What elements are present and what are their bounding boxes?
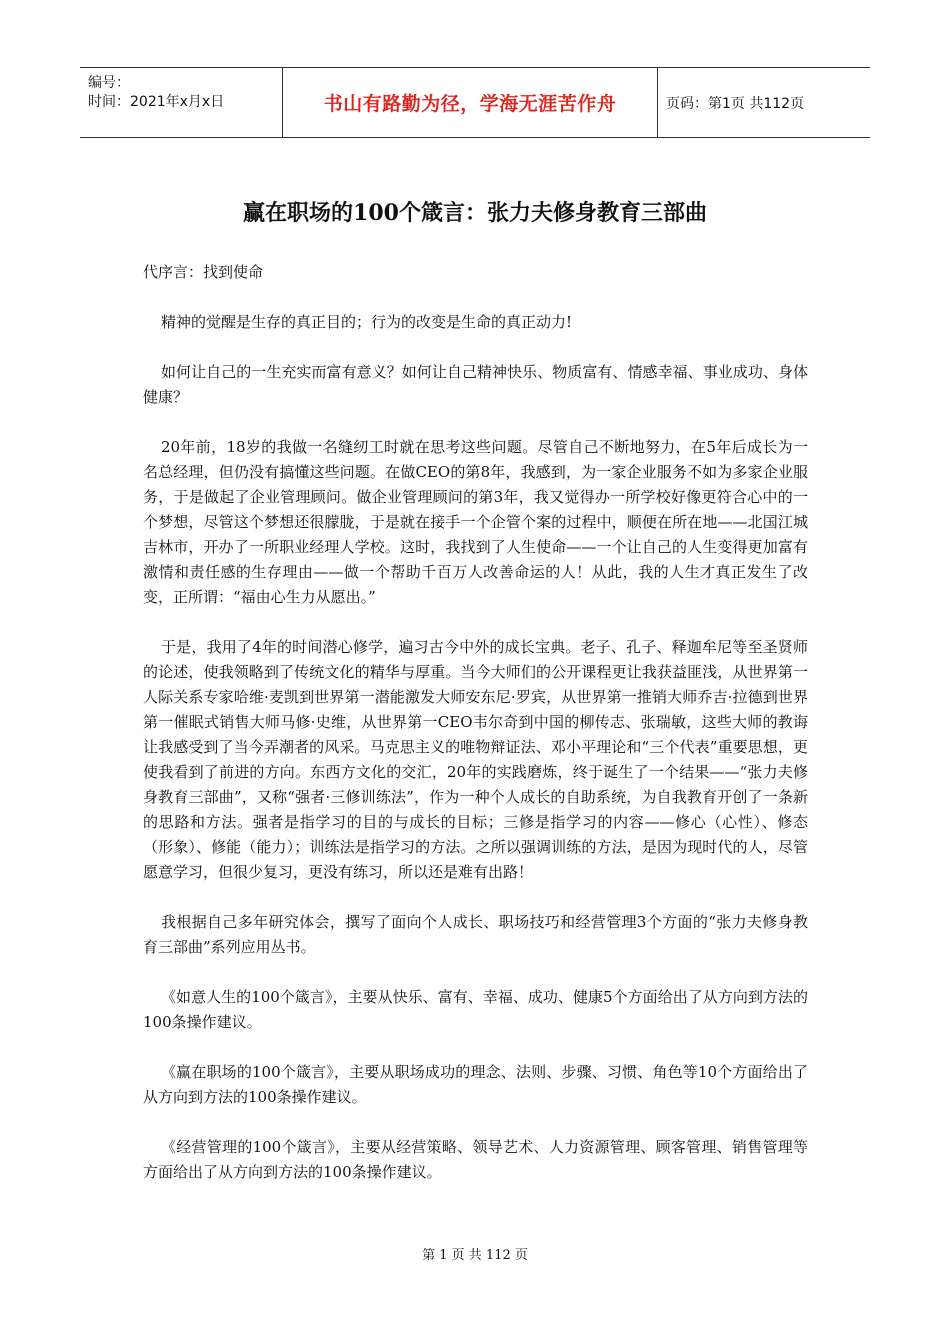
document-body — [143, 260, 808, 1210]
body-paragraph: 《赢在职场的100个箴言》，主要从职场成功的理念、法则、步骤、习惯、角色等10个方面给出了从方向到方法的100条操作建议。 — [143, 1063, 808, 1106]
document-date-label: 时间：2021年x月x日 — [88, 94, 225, 110]
header-motto: 书山有路勤为径，学海无涯苦作舟 — [323, 93, 617, 115]
body-paragraph: 我根据自己多年研究体会，撰写了面向个人成长、职场技巧和经营管理3个方面的“张力夫修身教育三部曲”系列应用丛书。 — [143, 913, 808, 956]
body-paragraph: 《如意人生的100个箴言》，主要从快乐、富有、幸福、成功、健康5个方面给出了从方向到方法的100条操作建议。 — [143, 988, 808, 1031]
header-page-cell — [658, 68, 870, 137]
preface-heading: 代序言：找到使命 — [143, 263, 264, 281]
document-title: 赢在职场的100个箴言：张力夫修身教育三部曲 — [243, 200, 707, 226]
body-paragraph: 《经营管理的100个箴言》，主要从经营策略、领导艺术、人力资源管理、顾客管理、销售管理等方面给出了从方向到方法的100条操作建议。 — [143, 1138, 808, 1181]
document-header — [80, 67, 870, 138]
document-number-label: 编号： — [88, 75, 130, 91]
body-paragraph: 于是，我用了4年的时间潜心修学，遍习古今中外的成长宝典。老子、孔子、释迦牟尼等至圣贤师的论述，使我领略到了传统文化的精华与厚重。当今大师们的公开课程更让我获益匪浅，从世界第一人际关系专家哈维·麦凯到世界第一潜能激发大师安东尼·罗宾，从世界第一推销大师乔吉·拉德到世界第一催眠式销售大师马修·史维，从世界第一CEO韦尔奇到中国的柳传志、张瑞敏，这些大师的教诲让我感受到了当今弄潮者的风采。马克思主义的唯物辩证法、邓小平理论和“三个代表”重要思想，更使我看到了前进的方向。东西方文化的交汇，20年的实践磨炼，终于诞生了一个结果——“张力夫修身教育三部曲”，又称“强者·三修训练法”，作为一种个人成长的自助系统，为自我教育开创了一条新的思路和方法。强者是指学习的目的与成长的目标；三修是指学习的内容——修心（心性）、修态（形象）、修能（能力）；训练法是指学习的方法。之所以强调训练的方法，是因为现时代的人，尽管愿意学习，但很少复习，更没有练习，所以还是难有出路！ — [143, 638, 808, 881]
page-footer: 第 1 页 共 112 页 — [422, 1248, 528, 1263]
header-motto-cell — [283, 68, 658, 137]
header-meta-cell — [80, 68, 283, 137]
header-page-info: 页码：第1页 共112页 — [666, 95, 805, 112]
body-paragraph: 如何让自己的一生充实而富有意义？如何让自己精神快乐、物质富有、情感幸福、事业成功、身体健康？ — [143, 363, 808, 406]
body-paragraph: 20年前，18岁的我做一名缝纫工时就在思考这些问题。尽管自己不断地努力，在5年后成长为一名总经理，但仍没有搞懂这些问题。在做CEO的第8年，我感到，为一家企业服务不如为多家企业服务，于是做起了企业管理顾问。做企业管理顾问的第3年，我又觉得办一所学校好像更符合心中的一个梦想，尽管这个梦想还很朦胧，于是就在接手一个企管个案的过程中，顺便在所在地——北国江城吉林市，开办了一所职业经理人学校。这时，我找到了人生使命——一个让自己的人生变得更加富有激情和责任感的生存理由——做一个帮助千百万人改善命运的人！从此，我的人生才真正发生了改变，正所谓：“福由心生力从愿出。” — [143, 438, 808, 606]
body-paragraph: 精神的觉醒是生存的真正目的；行为的改变是生命的真正动力! — [161, 313, 573, 331]
